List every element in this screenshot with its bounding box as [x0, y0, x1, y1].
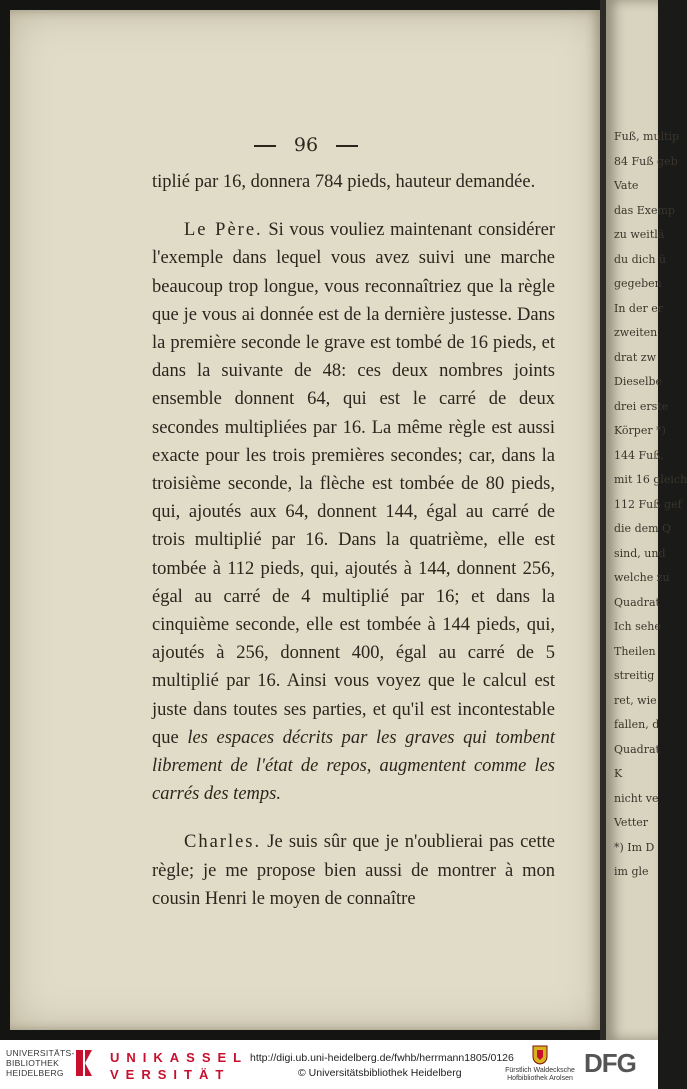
- pere-text: Si vous vouliez maintenant considérer l'exemple dans lequel vous avez suivi une marche beaucoup trop longue, vous reconnaîtriez que la règle que je vous ai donnée est de la dernière justesse. Dans la première seconde le grave est tombé de 16 pieds, et dans la suivante de 48: ces deux nombres joints ensemble donnent 64, qui est le carré de deux secondes multipliées par 16. La même règle est aussi exacte pour les trois premières secondes; car, dans la troisième seconde, la flèche est tombée de 80 pieds, qui, ajoutés aux 64, donnent 144, égal au carré de trois multiplié par 16. Dans la quatrième, elle est tombée à 112 pieds, qui, ajoutés à 144, donnent 256, égal au carré de 4 multiplié par 16; et dans la cinquième seconde, elle est tombée à 144 pieds, qui, ajoutés à 256, donnent 400, égal au carré de 5 multiplié par 16. Ainsi vous voyez que le calcul est juste dans toutes ses parties, et qu'il est incontestable que: [152, 220, 555, 748]
- facing-page-line: fallen, d: [614, 718, 660, 731]
- speaker-charles: Charles.: [184, 832, 262, 853]
- kassel-wordmark: [110, 1049, 248, 1083]
- heidelberg-library-logo: UNIVERSITÄTS- BIBLIOTHEK HEIDELBERG: [6, 1048, 75, 1078]
- charles-text: Je suis sûr que je n'oublierai pas cette règle; je me propose bien aussi de montrer à mon cousin Henri le moyen de connaître: [152, 832, 555, 909]
- kassel-logo-icon: [73, 1048, 95, 1078]
- arolsen-crest-icon: [532, 1045, 548, 1065]
- facing-page-line: 112 Fuß gef: [614, 497, 682, 511]
- facing-page-line: sind, und: [614, 546, 666, 560]
- continued-line: tiplié par 16, donnera 784 pieds, hauteur demandée.: [152, 172, 536, 192]
- facing-page-line: im gle: [614, 865, 649, 878]
- facing-page-line: streitig: [614, 669, 655, 682]
- facing-page-line: du dich ü: [614, 252, 667, 266]
- dfg-logo: DFG: [584, 1048, 636, 1078]
- facing-page-line: drat zw: [614, 350, 656, 364]
- speaker-pere: Le Père.: [184, 220, 263, 241]
- facing-page-edge: [606, 0, 687, 1040]
- facing-page-line: K: [614, 767, 623, 780]
- footer-bar: [0, 1040, 658, 1089]
- facing-page-line: 144 Fuß,: [614, 448, 665, 462]
- facing-page-line: das Exemp: [614, 203, 675, 217]
- facing-page-line: Ich sehe: [614, 620, 661, 633]
- facing-page-line: drei erste: [614, 399, 669, 413]
- facing-page-line: ret, wie: [614, 693, 657, 707]
- facing-page-line: nicht ve: [614, 791, 659, 805]
- facing-page-line: In der er: [614, 301, 664, 315]
- pere-italic-law: les espaces décrits par les graves qui tombent librement de l'état de repos, augmentent comme les carrés des temps.: [152, 727, 555, 805]
- facing-page-line: Vate: [614, 179, 639, 192]
- facing-page-line: mit 16 gleich: [614, 473, 687, 486]
- copyright-text: © Universitätsbibliothek Heidelberg: [298, 1067, 462, 1079]
- facing-page-line: Fuß, multip: [614, 130, 680, 143]
- kassel-line-1: UNIKASSEL: [110, 1050, 249, 1065]
- header-dash-left: [254, 145, 276, 147]
- facing-page-line: Quadrat: [614, 742, 660, 756]
- page-body: [152, 168, 555, 913]
- kassel-line-2: VERSITÄT: [110, 1067, 231, 1082]
- facing-page-line: Theilen: [614, 644, 656, 658]
- facing-page-line: Quadrat: [614, 595, 660, 609]
- paragraph-charles: [152, 828, 555, 913]
- facing-page-line: Dieselbe: [614, 375, 663, 388]
- facing-page-line: welche zu: [614, 571, 670, 584]
- paragraph-pere: [152, 216, 555, 808]
- facing-page-line: *) Im D: [614, 840, 655, 854]
- left-page: [10, 10, 602, 1030]
- facing-page-line: Körper *): [614, 424, 666, 437]
- page-header: [10, 134, 602, 156]
- facing-page-line: zu weitlä: [614, 228, 665, 241]
- facing-page-line: 84 Fuß geb: [614, 154, 678, 168]
- facing-page-line: die dem Q: [614, 522, 672, 535]
- facing-page-line: Vetter: [614, 816, 649, 829]
- source-url-link[interactable]: http://digi.ub.uni-heidelberg.de/fwhb/herrmann1805/0126: [250, 1052, 514, 1064]
- arolsen-caption: Fürstlich Waldecksche Hofbibliothek Arolsen: [505, 1067, 575, 1082]
- facing-page-line: zweiten: [614, 326, 658, 339]
- facing-page-line: gegeben: [614, 277, 662, 290]
- header-dash-right: [336, 145, 358, 147]
- page-number: 96: [293, 134, 319, 156]
